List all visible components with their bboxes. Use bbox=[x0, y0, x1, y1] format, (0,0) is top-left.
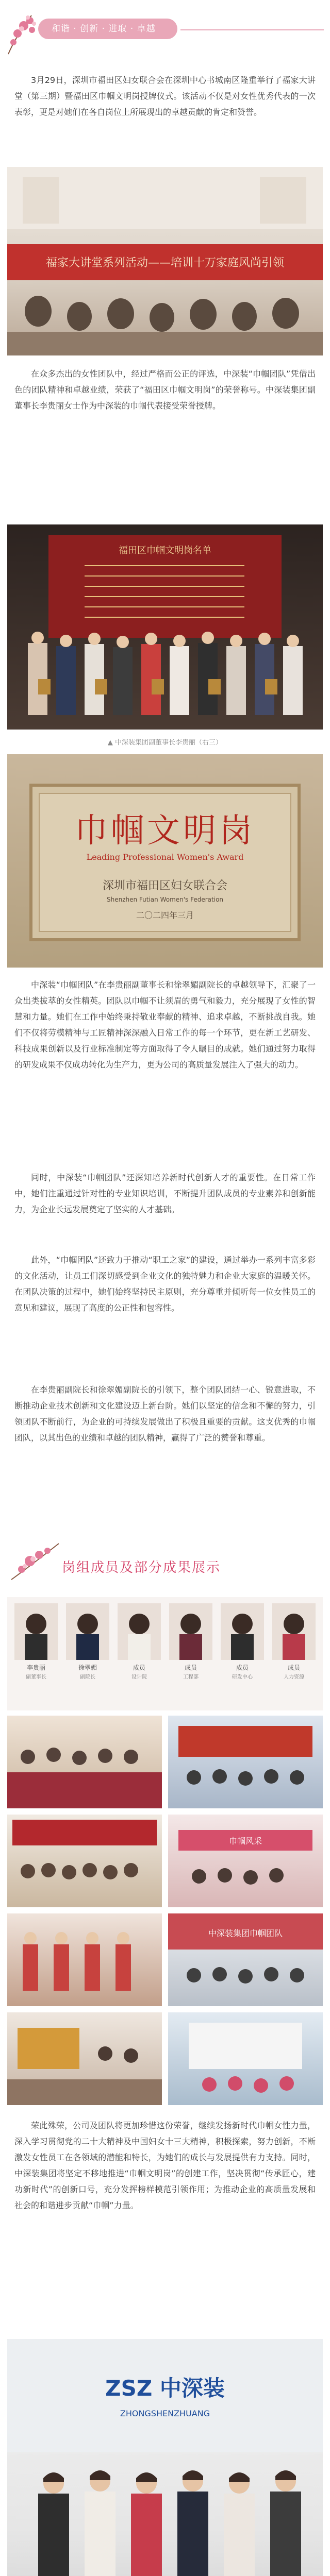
header-banner bbox=[0, 0, 330, 61]
collage-photo-5-illustration bbox=[7, 1913, 162, 2006]
award-stage-photo bbox=[7, 524, 323, 730]
plaque-illustration bbox=[7, 754, 323, 968]
collage-photo-6-illustration bbox=[168, 1913, 323, 2006]
plaque-photo bbox=[7, 754, 323, 968]
section-blossom-icon bbox=[9, 1540, 61, 1582]
collage-photo-7 bbox=[7, 2012, 162, 2105]
member-role: 工程部 bbox=[183, 1674, 199, 1680]
member-portraits bbox=[7, 1597, 323, 1710]
member-role: 人力资源 bbox=[284, 1674, 304, 1680]
member-name: 徐翠媚 bbox=[78, 1664, 97, 1671]
member-name: 成员 bbox=[133, 1664, 145, 1671]
collage-photo-4 bbox=[168, 1815, 323, 1907]
plaque-title: 巾帼文明岗 bbox=[75, 812, 255, 850]
collage-photo-3-illustration bbox=[7, 1815, 162, 1907]
company-logo: ZSZ 中深装 bbox=[105, 2376, 225, 2401]
paragraph-3: 中深装“巾帼团队”在李贵丽副董事长和徐翠媚副院长的卓越领导下，汇聚了一众出类拔萃的女性精英。团队以巾帼不让须眉的勇气和毅力，充分展现了女性的智慧和力量。她们在工作中始终秉持敬业奉献的精神、追求卓越，不断挑战自我。她们不仅将劳模精神与工匠精神深深融入日常工作的每一个环节，更在新工艺研发、科技成果创新以及行业标准制定等方面取得了令人瞩目的成就。她们通过努力取得的研发成果不仅成功转化为生产力，更为公司的高质量发展注入了强大的动力。 bbox=[14, 980, 316, 1070]
award-list-title: 福田区巾帼文明岗名单 bbox=[119, 545, 211, 556]
plaque-title-en: Leading Professional Women's Award bbox=[86, 852, 244, 862]
collage-photo-1-illustration bbox=[7, 1716, 162, 1808]
collage-photo-4-illustration bbox=[168, 1815, 323, 1907]
plaque-org: 深圳市福田区妇女联合会 bbox=[102, 879, 228, 892]
member-role: 副董事长 bbox=[26, 1674, 46, 1680]
award-stage-illustration bbox=[7, 524, 323, 730]
member-role: 副院长 bbox=[80, 1674, 95, 1680]
paragraph-2: 在众多杰出的女性团队中，经过严格而公正的评选，中深装“巾帼团队”凭借出色的团队精神和卓越业绩，荣获了“福田区巾帼文明岗”的荣誉称号。中深装集团副董事长李贵丽女士作为中深装的巾帼代表接受荣誉授牌。 bbox=[14, 369, 316, 411]
plaque-org-en: Shenzhen Futian Women's Federation bbox=[106, 896, 224, 903]
team-photo bbox=[7, 2339, 323, 2576]
header-tagline: 和谐 · 创新 · 进取 · 卓越 bbox=[38, 19, 177, 39]
collage-photo-1 bbox=[7, 1716, 162, 1808]
paragraph-7: 荣此殊荣，公司及团队将更加珍惜这份荣誉，继续发扬新时代巾帼女性力量，深入学习贯彻党的二十大精神及中国妇女十三大精神，积极探索，努力创新，不断激发女性员工在各领域的潜能和特长，为她们的成长与发展提供有力支持。同时，中深装集团将坚定不移地推进“巾帼文明岗”的创建工作，坚决贯彻“传承匠心，建功新时代”的创新口号，充分发挥榜样模范引领作用；为推动企业的高质量发展和社会的和谐进步贡献“巾帼”力量。 bbox=[14, 2121, 316, 2210]
paragraph-6: 在李贵丽副院长和徐翠媚副院长的引领下，整个团队团结一心、锐意进取，不断推动企业技术创新和文化建设迈上新台阶。她们以坚定的信念和不懈的努力，引领团队不断前行，为企业的可持续发展做出了积极且重要的贡献。这支优秀的巾帼团队，以其出色的业绩和卓越的团队精神，赢得了广泛的赞誉和尊重。 bbox=[14, 1385, 316, 1443]
company-logo-sub: ZHONGSHENZHUANG bbox=[120, 2409, 210, 2418]
event-photo-illustration bbox=[7, 167, 323, 355]
member-name: 成员 bbox=[236, 1664, 249, 1671]
member-name: 成员 bbox=[287, 1664, 300, 1671]
collage-photo-2 bbox=[168, 1716, 323, 1808]
collage-photo-7-illustration bbox=[7, 2012, 162, 2105]
photo-caption: ▲ 中深装集团副董事长李贵丽（右三） bbox=[107, 739, 223, 747]
team-photo-illustration bbox=[7, 2339, 323, 2576]
paragraph-1: 3月29日，深圳市福田区妇女联合会在深圳中心书城南区隆重举行了福家大讲堂（第三期）暨福田区巾帼文明岗授牌仪式。该活动不仅是对女性优秀代表的一次表彰，更是对她们在各自岗位上所展现出的卓越贡献的肯定和赞誉。 bbox=[14, 75, 316, 117]
collage-photo-3 bbox=[7, 1815, 162, 1907]
member-role: 设计院 bbox=[131, 1674, 147, 1680]
header-divider bbox=[180, 29, 324, 30]
collage-banner-text: 巾帼风采 bbox=[228, 1836, 262, 1846]
member-name: 成员 bbox=[184, 1664, 197, 1671]
member-portraits-illustration bbox=[7, 1597, 323, 1710]
collage-photo-2-illustration bbox=[168, 1716, 323, 1808]
collage-photo-8-illustration bbox=[168, 2012, 323, 2105]
event-photo bbox=[7, 167, 323, 355]
paragraph-4: 同时，中深装“巾帼团队”还深知培养新时代创新人才的重要性。在日常工作中，她们注重通过针对性的专业知识培训，不断提升团队成员的专业素养和创新能力，为企业长远发展奠定了坚实的人才基础。 bbox=[14, 1173, 316, 1214]
collage-stage-text: 中深装集团巾帼团队 bbox=[208, 1928, 283, 1938]
member-role: 研发中心 bbox=[232, 1674, 253, 1680]
collage-photo-5 bbox=[7, 1913, 162, 2006]
plaque-date: 二〇二四年三月 bbox=[136, 910, 194, 920]
plum-blossom-icon bbox=[3, 5, 39, 57]
member-name: 李贵丽 bbox=[26, 1664, 45, 1671]
section-title: 岗组成员及部分成果展示 bbox=[62, 1560, 221, 1575]
paragraph-5: 此外，“巾帼团队”还致力于推动“职工之家”的建设，通过举办一系列丰富多彩的文化活动，让员工们深切感受到企业文化的独特魅力和企业大家庭的温暖关怀。在团队决策的过程中，她们始终坚持民主原则，充分尊重并倾听每一位女性员工的意见和建议，展现了高度的公正性和包容性。 bbox=[14, 1255, 316, 1313]
collage-photo-6 bbox=[168, 1913, 323, 2006]
event-banner-text: 福家大讲堂系列活动——培训十万家庭风尚引领 bbox=[45, 257, 285, 269]
collage-photo-8 bbox=[168, 2012, 323, 2105]
